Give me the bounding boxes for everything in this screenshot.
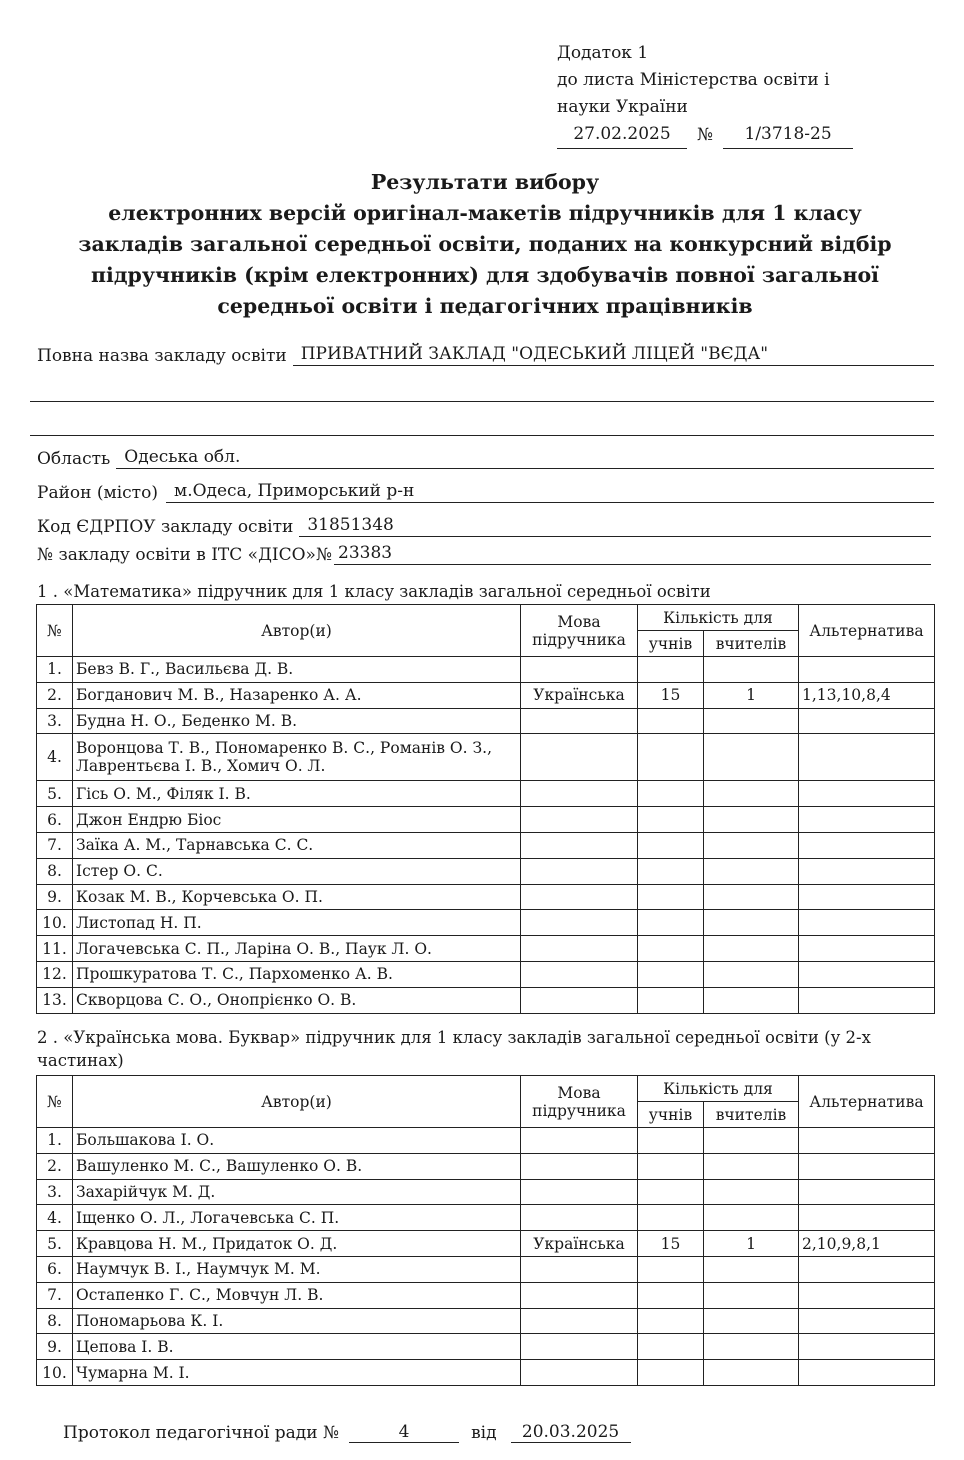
its-field: [37, 542, 931, 565]
row-alternative: [799, 1179, 935, 1205]
row-alternative: [799, 910, 935, 936]
row-author: Скворцова С. О., Онопрієнко О. В.: [73, 987, 521, 1013]
region-field: [37, 446, 934, 469]
row-students-count: [638, 961, 704, 987]
row-author: Істер О. С.: [73, 858, 521, 884]
annex-date: 27.02.2025: [557, 121, 687, 149]
header-author: Автор(и): [73, 605, 521, 657]
table-row: [37, 1334, 935, 1360]
table-row: [37, 1231, 935, 1257]
row-language: [521, 1360, 638, 1386]
row-number: 5.: [37, 1231, 73, 1257]
row-teachers-count: [704, 1282, 799, 1308]
school-name-label: Повна назва закладу освіти: [37, 346, 287, 366]
row-teachers-count: [704, 734, 799, 781]
annex-number: 1/3718-25: [723, 121, 853, 149]
row-students-count: [638, 708, 704, 734]
row-alternative: [799, 734, 935, 781]
header-alternative: Альтернатива: [799, 605, 935, 657]
protocol-date: 20.03.2025: [511, 1422, 631, 1443]
its-label: № закладу освіти в ІТС «ДІСО»№: [37, 545, 333, 565]
row-language: [521, 1153, 638, 1179]
annex-block: [557, 40, 853, 149]
row-author: Чумарна М. І.: [73, 1360, 521, 1386]
row-students-count: 15: [638, 682, 704, 708]
row-alternative: [799, 781, 935, 807]
row-author: Вашуленко М. С., Вашуленко О. В.: [73, 1153, 521, 1179]
row-number: 1.: [37, 1128, 73, 1154]
row-alternative: [799, 807, 935, 833]
row-author: Богданович М. В., Назаренко А. А.: [73, 682, 521, 708]
row-teachers-count: 1: [704, 1231, 799, 1257]
row-students-count: [638, 657, 704, 683]
table-row: [37, 708, 935, 734]
row-number: 1.: [37, 657, 73, 683]
row-students-count: 15: [638, 1231, 704, 1257]
row-teachers-count: [704, 961, 799, 987]
row-number: 3.: [37, 1179, 73, 1205]
row-language: [521, 961, 638, 987]
region-label: Область: [37, 449, 111, 469]
row-language: [521, 657, 638, 683]
title-line5: середньої освіти і педагогічних працівників: [217, 294, 753, 318]
row-number: 9.: [37, 884, 73, 910]
row-author: Будна Н. О., Беденко М. В.: [73, 708, 521, 734]
edrpou-value: 31851348: [299, 514, 931, 537]
section1-title: 1 . «Математика» підручник для 1 класу закладів загальної середньої освіти: [37, 582, 711, 601]
row-students-count: [638, 832, 704, 858]
row-number: 11.: [37, 936, 73, 962]
row-language: [521, 1308, 638, 1334]
row-language: [521, 884, 638, 910]
annex-line2: до листа Міністерства освіти і: [557, 70, 830, 90]
row-teachers-count: [704, 708, 799, 734]
row-language: [521, 734, 638, 781]
row-author: Воронцова Т. В., Пономаренко В. С., Романів О. З., Лаврентьєва І. В., Хомич О. Л.: [73, 734, 521, 781]
row-teachers-count: [704, 1205, 799, 1231]
protocol-number: 4: [349, 1422, 459, 1443]
row-language: [521, 708, 638, 734]
row-number: 4.: [37, 1205, 73, 1231]
edrpou-label: Код ЄДРПОУ закладу освіти: [37, 517, 294, 537]
table-row: [37, 1256, 935, 1282]
row-students-count: [638, 1282, 704, 1308]
row-author: Остапенко Г. С., Мовчун Л. В.: [73, 1282, 521, 1308]
row-alternative: 2,10,9,8,1: [799, 1231, 935, 1257]
row-teachers-count: 1: [704, 682, 799, 708]
blank-line-2: [30, 435, 934, 436]
row-students-count: [638, 781, 704, 807]
annex-line1: Додаток 1: [557, 43, 649, 63]
bukvar-textbooks-table: [36, 1075, 935, 1386]
row-language: [521, 1205, 638, 1231]
row-language: [521, 781, 638, 807]
row-number: 5.: [37, 781, 73, 807]
its-value: 23383: [334, 542, 931, 565]
row-language: [521, 936, 638, 962]
title-line2: електронних версій оригінал-макетів підручників для 1 класу: [108, 201, 862, 225]
row-teachers-count: [704, 657, 799, 683]
table-row: [37, 657, 935, 683]
row-language: [521, 858, 638, 884]
row-language: [521, 987, 638, 1013]
title-line1: Результати вибору: [370, 170, 600, 194]
row-author: Наумчук В. І., Наумчук М. М.: [73, 1256, 521, 1282]
blank-line-1: [30, 401, 934, 402]
row-language: [521, 910, 638, 936]
row-teachers-count: [704, 987, 799, 1013]
row-teachers-count: [704, 1179, 799, 1205]
table-row: [37, 858, 935, 884]
row-alternative: [799, 1128, 935, 1154]
row-teachers-count: [704, 1308, 799, 1334]
row-alternative: [799, 858, 935, 884]
row-author: Козак М. В., Корчевська О. П.: [73, 884, 521, 910]
header-count: Кількість для: [638, 1076, 799, 1102]
table-row: [37, 781, 935, 807]
row-teachers-count: [704, 936, 799, 962]
row-teachers-count: [704, 807, 799, 833]
table-row: [37, 807, 935, 833]
table-row: [37, 961, 935, 987]
row-alternative: [799, 1308, 935, 1334]
row-author: Джон Ендрю Біос: [73, 807, 521, 833]
district-value: м.Одеса, Приморський р-н: [166, 480, 934, 503]
row-number: 3.: [37, 708, 73, 734]
header-teachers: вчителів: [704, 1102, 799, 1128]
row-teachers-count: [704, 1334, 799, 1360]
table-row: [37, 1205, 935, 1231]
row-number: 8.: [37, 858, 73, 884]
row-author: Большакова І. О.: [73, 1128, 521, 1154]
row-teachers-count: [704, 1256, 799, 1282]
row-teachers-count: [704, 832, 799, 858]
row-author: Пономарьова К. І.: [73, 1308, 521, 1334]
row-teachers-count: [704, 1153, 799, 1179]
row-language: [521, 832, 638, 858]
row-language: Українська: [521, 682, 638, 708]
row-language: [521, 807, 638, 833]
header-language: Мова підручника: [521, 1076, 638, 1128]
math-textbooks-table: [36, 604, 935, 1014]
table-row: [37, 1153, 935, 1179]
row-number: 10.: [37, 1360, 73, 1386]
table-row: [37, 734, 935, 781]
row-students-count: [638, 1308, 704, 1334]
title-line3: закладів загальної середньої освіти, поданих на конкурсний відбір: [78, 232, 892, 256]
row-number: 13.: [37, 987, 73, 1013]
table-row: [37, 987, 935, 1013]
row-teachers-count: [704, 781, 799, 807]
row-author: Кравцова Н. М., Придаток О. Д.: [73, 1231, 521, 1257]
row-number: 8.: [37, 1308, 73, 1334]
row-author: Цепова І. В.: [73, 1334, 521, 1360]
row-author: Іщенко О. Л., Логачевська С. П.: [73, 1205, 521, 1231]
row-alternative: [799, 1256, 935, 1282]
header-num: №: [37, 605, 73, 657]
table-row: [37, 936, 935, 962]
row-students-count: [638, 884, 704, 910]
row-alternative: [799, 936, 935, 962]
row-teachers-count: [704, 858, 799, 884]
annex-line3: науки України: [557, 97, 688, 117]
table-row: [37, 1128, 935, 1154]
row-alternative: [799, 832, 935, 858]
header-students: учнів: [638, 1102, 704, 1128]
table-row: [37, 1179, 935, 1205]
row-alternative: [799, 1205, 935, 1231]
row-alternative: [799, 708, 935, 734]
table-row: [37, 884, 935, 910]
protocol-label: Протокол педагогічної ради №: [63, 1423, 340, 1443]
row-author: Бевз В. Г., Васильєва Д. В.: [73, 657, 521, 683]
table-row: [37, 682, 935, 708]
row-number: 10.: [37, 910, 73, 936]
row-number: 2.: [37, 682, 73, 708]
row-students-count: [638, 987, 704, 1013]
row-students-count: [638, 1153, 704, 1179]
school-name-field: [37, 343, 934, 366]
region-value: Одеська обл.: [116, 446, 934, 469]
table-row: [37, 832, 935, 858]
district-field: [37, 480, 934, 503]
row-alternative: [799, 657, 935, 683]
table-row: [37, 1360, 935, 1386]
document-title: [30, 167, 940, 322]
row-alternative: [799, 884, 935, 910]
title-line4: підручників (крім електронних) для здобувачів повної загальної: [91, 263, 879, 287]
row-language: [521, 1128, 638, 1154]
row-alternative: [799, 961, 935, 987]
row-teachers-count: [704, 910, 799, 936]
row-language: [521, 1256, 638, 1282]
row-number: 6.: [37, 807, 73, 833]
row-language: [521, 1179, 638, 1205]
row-number: 7.: [37, 1282, 73, 1308]
header-students: учнів: [638, 631, 704, 657]
row-alternative: [799, 1360, 935, 1386]
row-language: Українська: [521, 1231, 638, 1257]
row-number: 2.: [37, 1153, 73, 1179]
annex-meta: [557, 121, 853, 149]
protocol-line: [63, 1422, 631, 1443]
row-author: Заїка А. М., Тарнавська С. С.: [73, 832, 521, 858]
school-name-value: ПРИВАТНИЙ ЗАКЛАД "ОДЕСЬКИЙ ЛІЦЕЙ "ВЄДА": [293, 343, 934, 366]
protocol-from-label: від: [471, 1423, 497, 1443]
annex-number-label: №: [697, 124, 714, 145]
row-alternative: [799, 1282, 935, 1308]
row-alternative: [799, 1334, 935, 1360]
header-alternative: Альтернатива: [799, 1076, 935, 1128]
row-number: 4.: [37, 734, 73, 781]
row-students-count: [638, 734, 704, 781]
table-row: [37, 910, 935, 936]
row-students-count: [638, 858, 704, 884]
row-author: Гісь О. М., Філяк І. В.: [73, 781, 521, 807]
row-students-count: [638, 1128, 704, 1154]
row-alternative: 1,13,10,8,4: [799, 682, 935, 708]
header-teachers: вчителів: [704, 631, 799, 657]
row-students-count: [638, 936, 704, 962]
table-row: [37, 1282, 935, 1308]
section2-title: 2 . «Українська мова. Буквар» підручник для 1 класу закладів загальної середньої освіти (у 2-х частинах): [37, 1028, 871, 1070]
row-number: 12.: [37, 961, 73, 987]
row-teachers-count: [704, 1128, 799, 1154]
header-num: №: [37, 1076, 73, 1128]
row-students-count: [638, 1360, 704, 1386]
row-alternative: [799, 987, 935, 1013]
row-students-count: [638, 910, 704, 936]
edrpou-field: [37, 514, 931, 537]
header-author: Автор(и): [73, 1076, 521, 1128]
row-number: 9.: [37, 1334, 73, 1360]
row-number: 7.: [37, 832, 73, 858]
header-language: Мова підручника: [521, 605, 638, 657]
row-author: Листопад Н. П.: [73, 910, 521, 936]
row-teachers-count: [704, 1360, 799, 1386]
table-row: [37, 1308, 935, 1334]
row-author: Захарійчук М. Д.: [73, 1179, 521, 1205]
header-count: Кількість для: [638, 605, 799, 631]
row-language: [521, 1282, 638, 1308]
row-students-count: [638, 1205, 704, 1231]
row-students-count: [638, 1256, 704, 1282]
row-number: 6.: [37, 1256, 73, 1282]
row-author: Прошкуратова Т. С., Пархоменко А. В.: [73, 961, 521, 987]
row-students-count: [638, 807, 704, 833]
row-author: Логачевська С. П., Ларіна О. В., Паук Л. О.: [73, 936, 521, 962]
row-language: [521, 1334, 638, 1360]
row-alternative: [799, 1153, 935, 1179]
district-label: Район (місто): [37, 483, 158, 503]
row-teachers-count: [704, 884, 799, 910]
row-students-count: [638, 1179, 704, 1205]
row-students-count: [638, 1334, 704, 1360]
